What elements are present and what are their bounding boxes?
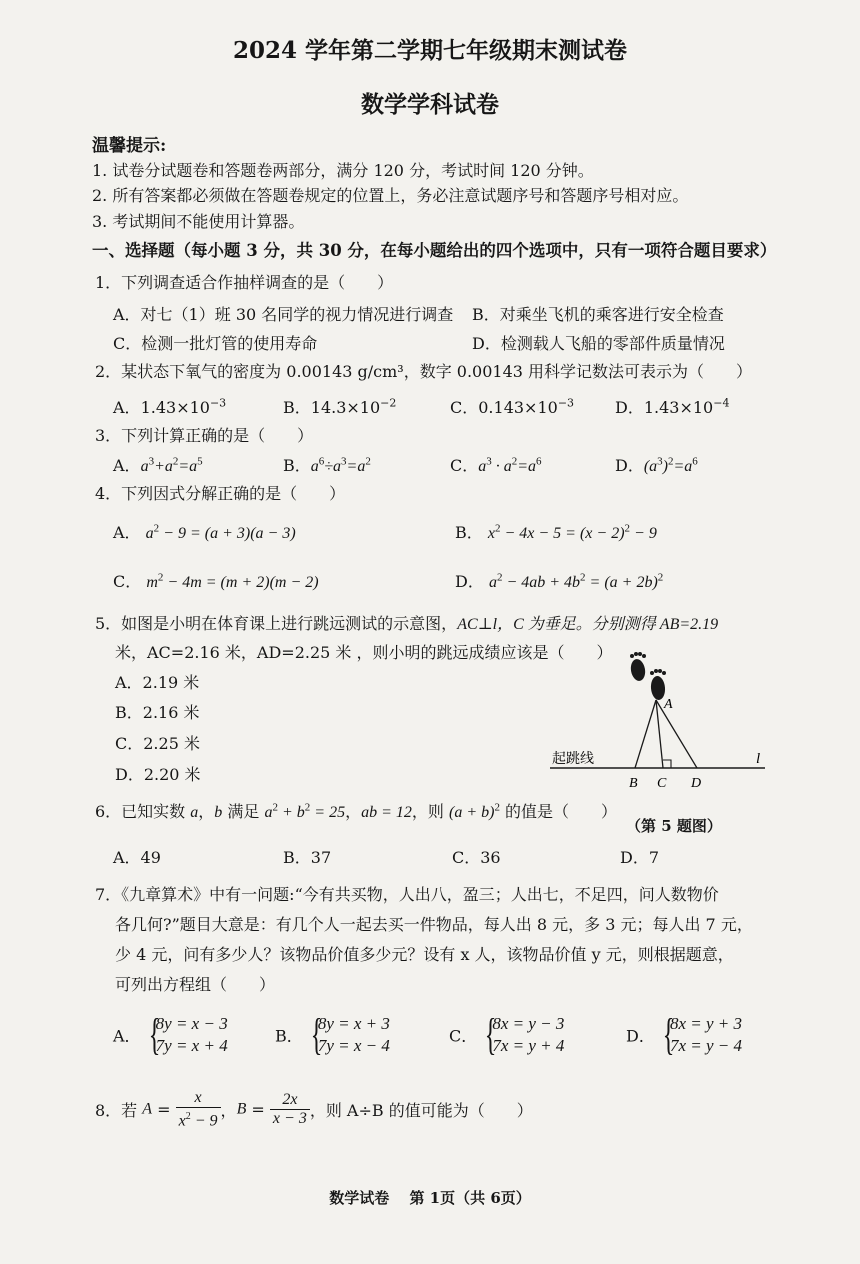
q7-option-b bbox=[275, 1010, 390, 1059]
q8-stem: 8．若 A = $\frac{x}{x^2 - 9}$ ，B = $\frac{2x}{x - 3}$ ，则 A÷B 的值可能为（ ） bbox=[95, 1089, 533, 1130]
q4-option-a-label: A． bbox=[113, 523, 141, 542]
q5-figure-caption: （第 5 题图） bbox=[626, 817, 722, 835]
q7-option-c-eq2: 7x = y + 4 bbox=[492, 1036, 565, 1055]
q3-option-c bbox=[450, 453, 542, 476]
footprint-left-icon bbox=[629, 652, 647, 682]
q2-option-d-base: 1.43×10 bbox=[643, 398, 714, 417]
q6-option-a: A．49 bbox=[113, 848, 161, 867]
q7-option-d-eq1: 8x = y + 3 bbox=[669, 1014, 742, 1033]
q8-prefix: 8．若 bbox=[95, 1101, 143, 1121]
point-c-label: C bbox=[657, 776, 667, 791]
footprint-right-icon bbox=[650, 669, 666, 701]
notice-item-1: 1. 试卷分试题卷和答题卷两部分，满分 120 分，考试时间 120 分钟。 bbox=[92, 161, 594, 180]
q8-var-a: A bbox=[142, 1100, 153, 1118]
q3-option-d-label: D． bbox=[615, 456, 644, 475]
q7-line1: 7．《九章算术》中有一问题:“今有共买物，人出八，盈三；人出七，不足四，问人数物价 bbox=[95, 885, 719, 904]
q5-option-a: A．2.19 米 bbox=[115, 673, 200, 692]
q3-option-d bbox=[615, 453, 698, 476]
q2-option-b-label: B． bbox=[283, 398, 311, 417]
q4-option-b-expr: $x^2 - 4x - 5 = (x - 2)^2 - 9$ bbox=[487, 522, 657, 542]
q6-option-c: C．36 bbox=[452, 848, 501, 867]
q2-option-a-label: A． bbox=[113, 398, 141, 417]
q3-option-a-label: A． bbox=[113, 456, 141, 475]
q2-option-c-label: C． bbox=[450, 398, 479, 417]
q7-option-d bbox=[626, 1010, 742, 1059]
brace-icon: { bbox=[662, 1010, 675, 1059]
q1-option-c: C．检测一批灯管的使用寿命 bbox=[113, 334, 318, 353]
q2-option-c-base: 0.143×10 bbox=[478, 398, 558, 417]
notice-heading: 温馨提示: bbox=[92, 136, 167, 156]
q4-option-b bbox=[455, 520, 657, 543]
brace-icon: { bbox=[485, 1010, 497, 1059]
q7-option-d-eq2: 7x = y − 4 bbox=[669, 1036, 742, 1055]
q6-target-expr: $(a + b)^2$ bbox=[448, 801, 500, 821]
q3-option-b bbox=[283, 453, 371, 476]
brace-icon: { bbox=[310, 1010, 323, 1059]
q2-option-d-label: D． bbox=[615, 398, 644, 417]
q4-option-c-label: C． bbox=[113, 572, 142, 591]
q5-stem-line1-text: 5．如图是小明在体育课上进行跳远测试的示意图， bbox=[95, 614, 458, 633]
q6-stem: 6．已知实数 a，b 满足 $a^2 + b^2 = 25$，ab = 12，则 $(a + b)^2$ 的值是（ ） bbox=[95, 801, 618, 821]
start-line-label: 起跳线 bbox=[552, 751, 594, 767]
notice-item-3: 3. 考试期间不能使用计算器。 bbox=[92, 212, 305, 231]
q5-option-c: C．2.25 米 bbox=[115, 734, 200, 753]
point-b-label: B bbox=[629, 776, 638, 791]
q4-option-d bbox=[455, 569, 663, 592]
q7-line3: 少 4 元，问有多少人？该物品价值多少元？设有 x 人，该物品价值 y 元，则根据题意， bbox=[115, 945, 734, 964]
exam-title: 2024 学年第二学期七年级期末测试卷 bbox=[232, 37, 628, 64]
notice-item-2: 2. 所有答案都必须做在答题卷规定的位置上，务必注意试题序号和答题序号相对应。 bbox=[92, 186, 689, 205]
q4-option-d-expr: $a^2 - 4ab + 4b^2 = (a + 2b)^2$ bbox=[488, 571, 664, 591]
q5-stem-line1 bbox=[95, 611, 718, 634]
point-d-label: D bbox=[691, 776, 702, 791]
q1-option-b: B．对乘坐飞机的乘客进行安全检查 bbox=[472, 305, 724, 324]
q2-option-b bbox=[283, 395, 396, 418]
q2-option-a-base: 1.43×10 bbox=[140, 398, 210, 417]
q4-option-b-label: B． bbox=[455, 523, 483, 542]
q5-figure bbox=[550, 650, 780, 800]
q3-option-a-expr: $a^3+a^2=a^5$ bbox=[140, 455, 203, 475]
exam-subtitle: 数学学科试卷 bbox=[361, 91, 499, 118]
q4-option-a-expr: $a^2 - 9 = (a + 3)(a - 3)$ bbox=[145, 522, 296, 542]
q1-stem: 1．下列调查适合作抽样调查的是（ ） bbox=[95, 273, 394, 292]
q3-option-a bbox=[113, 453, 203, 476]
q8-var-b: B bbox=[236, 1100, 247, 1118]
q6-condition-2: ab = 12 bbox=[361, 804, 412, 821]
q5-stem-line1-math: AC⊥l，C 为垂足。分别测得 AB=2.19 bbox=[457, 616, 719, 633]
q6-var-b: b bbox=[214, 804, 223, 821]
q7-option-a-system bbox=[146, 1010, 228, 1059]
q6-stem-prefix: 6．已知实数 bbox=[95, 802, 191, 821]
q7-option-c-system bbox=[482, 1010, 565, 1059]
q5-stem-line2: 米，AC=2.16 米，AD=2.25 米 ，则小明的跳远成绩应该是（ ） bbox=[115, 643, 613, 662]
q7-option-c-eq1: 8x = y − 3 bbox=[492, 1014, 565, 1033]
q7-option-d-system bbox=[660, 1010, 742, 1059]
q3-option-c-expr: $a^3 \cdot a^2=a^6$ bbox=[478, 455, 542, 475]
q6-option-b: B．37 bbox=[283, 848, 332, 867]
q7-option-c bbox=[449, 1010, 565, 1059]
q7-option-b-eq1: 8y = x + 3 bbox=[317, 1014, 390, 1033]
q7-option-b-eq2: 7y = x − 4 bbox=[317, 1036, 390, 1055]
q2-stem: 2．某状态下氧气的密度为 0.00143 g/cm³，数字 0.00143 用科学记数法可表示为（ ） bbox=[95, 362, 753, 381]
q2-option-b-base: 14.3×10 bbox=[310, 398, 381, 417]
q5-option-d: D．2.20 米 bbox=[115, 765, 201, 784]
q2-option-d-exp: −4 bbox=[713, 396, 730, 410]
q4-stem: 4．下列因式分解正确的是（ ） bbox=[95, 484, 346, 503]
q4-option-c bbox=[113, 569, 319, 592]
q3-option-d-expr: $(a^3)^2=a^6$ bbox=[643, 455, 698, 475]
q5-option-b: B．2.16 米 bbox=[115, 703, 200, 722]
q2-option-d bbox=[615, 395, 729, 418]
q7-option-d-label: D． bbox=[626, 1026, 655, 1046]
q6-stem-suffix: 的值是（ ） bbox=[499, 802, 618, 821]
q6-condition-1: $a^2 + b^2 = 25$ bbox=[264, 801, 346, 821]
section-heading-choice: 一、选择题（每小题 3 分，共 30 分，在每小题给出的四个选项中，只有一项符合题目要求） bbox=[92, 241, 777, 260]
q7-line4: 可列出方程组（ ） bbox=[115, 975, 276, 994]
q8-fraction-a: $\frac{x}{x^2 - 9}$ bbox=[176, 1089, 221, 1130]
q7-option-a-eq1: 8y = x − 3 bbox=[155, 1014, 228, 1033]
q4-option-d-label: D． bbox=[455, 572, 484, 591]
q7-option-a-eq2: 7y = x + 4 bbox=[155, 1036, 228, 1055]
q2-option-c-exp: −3 bbox=[557, 396, 575, 410]
q4-option-c-expr: $m^2 - 4m = (m + 2)(m - 2)$ bbox=[146, 571, 319, 591]
q7-option-a-label: A． bbox=[113, 1026, 141, 1046]
q1-option-d: D．检测载人飞船的零部件质量情况 bbox=[472, 334, 725, 353]
q6-option-d: D．7 bbox=[620, 848, 660, 867]
q1-option-a: A．对七（1）班 30 名同学的视力情况进行调查 bbox=[113, 305, 454, 324]
page-footer: 数学试卷 第 1页（共 6页） bbox=[329, 1189, 531, 1207]
q7-option-c-label: C． bbox=[449, 1026, 478, 1046]
q6-stem-math: a bbox=[190, 804, 199, 821]
right-angle-mark bbox=[663, 760, 671, 768]
q2-option-a bbox=[113, 395, 226, 418]
q8-fraction-b: $\frac{2x}{x - 3}$ bbox=[270, 1091, 310, 1128]
q4-option-a bbox=[113, 520, 296, 543]
q7-option-b-system bbox=[308, 1010, 390, 1059]
q3-stem: 3．下列计算正确的是（ ） bbox=[95, 426, 314, 445]
point-a-label: A bbox=[664, 697, 673, 712]
q3-option-b-expr: $a^6\div a^3=a^2$ bbox=[310, 455, 371, 475]
q2-option-a-exp: −3 bbox=[209, 396, 227, 410]
q3-option-b-label: B． bbox=[283, 456, 311, 475]
line-l-label: l bbox=[756, 751, 761, 767]
q8-suffix: ，则 A÷B 的值可能为（ ） bbox=[309, 1101, 533, 1121]
segment-ab bbox=[635, 700, 656, 768]
q7-option-a bbox=[113, 1010, 228, 1059]
q7-line2: 各几何?”题目大意是：有几个人一起去买一件物品，每人出 8 元，多 3 元；每人出 7 元， bbox=[115, 915, 753, 934]
brace-icon: { bbox=[148, 1010, 161, 1059]
q2-option-b-exp: −2 bbox=[380, 396, 397, 410]
q2-option-c bbox=[450, 395, 574, 418]
q3-option-c-label: C． bbox=[450, 456, 479, 475]
q7-option-b-label: B． bbox=[275, 1026, 303, 1046]
